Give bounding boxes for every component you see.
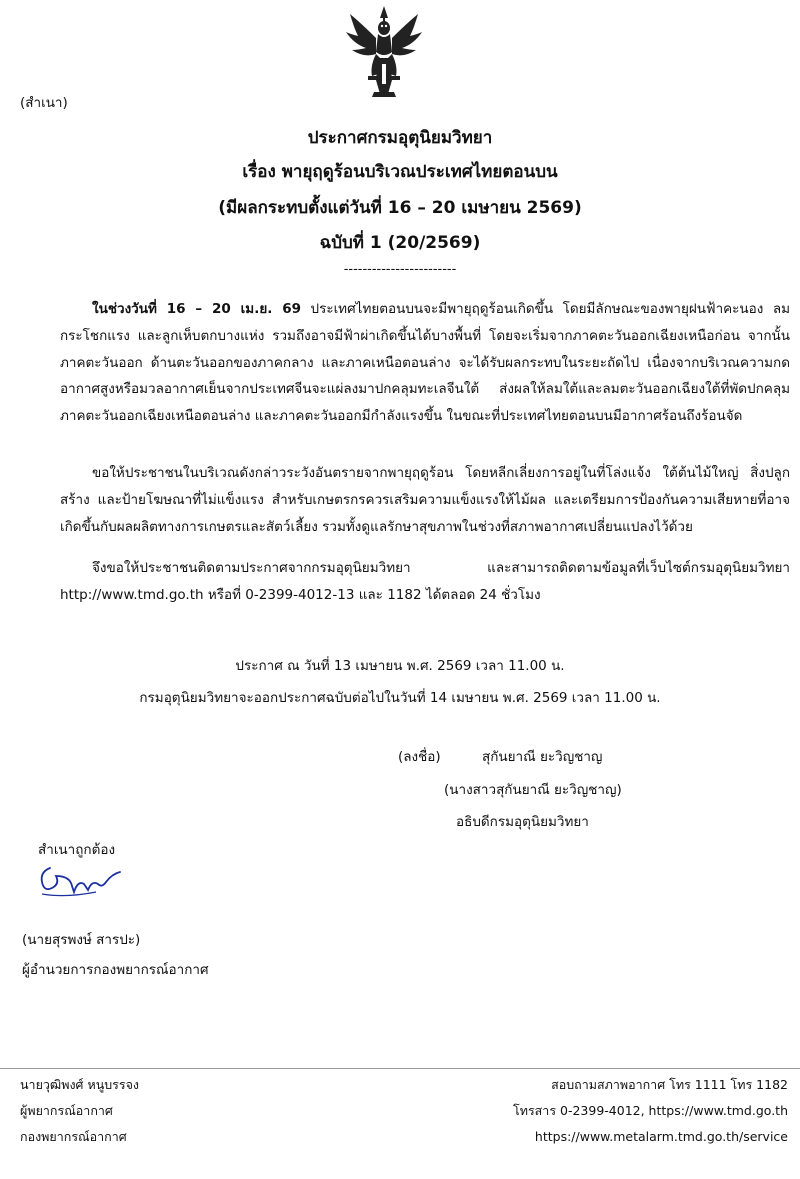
footer-forecaster-name: นายวุฒิพงศ์ หนูบรรจง: [20, 1077, 140, 1092]
footer-service-link[interactable]: https://www.metalarm.tmd.go.th/service: [534, 1129, 788, 1144]
issue-number: ฉบับที่ 1 (20/2569): [319, 233, 481, 253]
signer-position: อธิบดีกรมอุตุนิยมวิทยา: [456, 814, 589, 830]
signer-name: สุกันยาณี ยะวิญชาญ: [482, 749, 603, 765]
footer-forecaster-role: ผู้พยากรณ์อากาศ: [20, 1103, 113, 1118]
title-separator: ------------------------: [343, 262, 457, 277]
next-announcement: กรมอุตุนิยมวิทยาจะออกประกาศฉบับต่อไปในวันที่ 14 เมษายน พ.ศ. 2569 เวลา 11.00 น.: [139, 690, 661, 706]
footer-right: [513, 1072, 788, 1150]
footer-phone: สอบถามสภาพอากาศ โทร 1111 โทร 1182: [551, 1077, 788, 1092]
handwritten-signature-icon: [36, 862, 126, 902]
footer-fax-web[interactable]: โทรสาร 0-2399-4012, https://www.tmd.go.th: [513, 1103, 788, 1118]
paragraph-3: จึงขอให้ประชาชนติดตามประกาศจากกรมอุตุนิยมวิทยา และสามารถติดตามข้อมูลที่เว็บไซต์กรมอุตุนิยมวิทยา http://www.tmd.go.th หรือที่ 0-2399-4012-13 และ 1182 ได้ตลอด 24 ชั่วโมง: [60, 560, 790, 603]
footer-divider: [0, 1068, 800, 1069]
footer-division: กองพยากรณ์อากาศ: [20, 1129, 127, 1144]
page-title: ประกาศกรมอุตุนิยมวิทยา: [307, 128, 493, 148]
effective-dates: (มีผลกระทบตั้งแต่วันที่ 16 – 20 เมษายน 2569): [218, 198, 582, 218]
certifier-position: ผู้อำนวยการกองพยากรณ์อากาศ: [22, 962, 209, 978]
signer-full-name: (นางสาวสุกันยาณี ยะวิญชาญ): [444, 782, 622, 798]
certified-copy-label: สำเนาถูกต้อง: [38, 842, 116, 858]
paragraph-1-lead: ในช่วงวันที่ 16 – 20 เม.ย. 69: [92, 301, 302, 317]
footer-left: [20, 1072, 139, 1150]
certifier-name: (นายสุรพงษ์ สารปะ): [22, 932, 141, 948]
copy-mark: (สำเนา): [20, 95, 68, 111]
subject-line: เรื่อง พายุฤดูร้อนบริเวณประเทศไทยตอนบน: [242, 162, 558, 182]
paragraph-1: [60, 296, 790, 430]
garuda-emblem-icon: [344, 4, 424, 98]
paragraph-1-text: ประเทศไทยตอนบนจะมีพายุฤดูร้อนเกิดขึ้น โดยมีลักษณะของพายุฝนฟ้าคะนอง ลมกระโชกแรง และลูกเห็บตกบางแห่ง รวมถึงอาจมีฟ้าผ่าเกิดขึ้นได้บางพื้นที่ โดยจะเริ่มจากภาคตะวันออกเฉียงเหนือก่อน จากนั้นภาคตะวันออก ด้านตะวันออกของภาคกลาง และภาคเหนือตอนล่าง จะได้รับผลกระทบในระยะถัดไป เนื่องจากบริเวณความกดอากาศสูงหรือมวลอากาศเย็นจากประเทศจีนจะแผ่ลงมาปกคลุมทะเลจีนใต้ ส่งผลให้ลมใต้และลมตะวันออกเฉียงใต้ที่พัดปกคลุมภาคตะวันออกเฉียงเหนือตอนล่าง และภาคตะวันออกมีกำลังแรงขึ้น ในขณะที่ประเทศไทยตอนบนมีอากาศร้อนถึงร้อนจัด: [60, 301, 790, 425]
signed-label: (ลงชื่อ): [398, 749, 441, 765]
paragraph-2: ขอให้ประชาชนในบริเวณดังกล่าวระวังอันตรายจากพายุฤดูร้อน โดยหลีกเลี่ยงการอยู่ในที่โล่งแจ้ง ใต้ต้นไม้ใหญ่ สิ่งปลูกสร้าง และป้ายโฆษณาที่ไม่แข็งแรง สำหรับเกษตรกรควรเสริมความแข็งแรงให้ไม้ผล และเตรียมการป้องกันความเสียหายที่อาจเกิดขึ้นกับผลผลิตทางการเกษตรและสัตว์เลี้ยง รวมทั้งดูแลรักษาสุขภาพในช่วงที่สภาพอากาศเปลี่ยนแปลงไว้ด้วย: [60, 465, 790, 535]
announcement-date: ประกาศ ณ วันที่ 13 เมษายน พ.ศ. 2569 เวลา 11.00 น.: [235, 658, 565, 674]
